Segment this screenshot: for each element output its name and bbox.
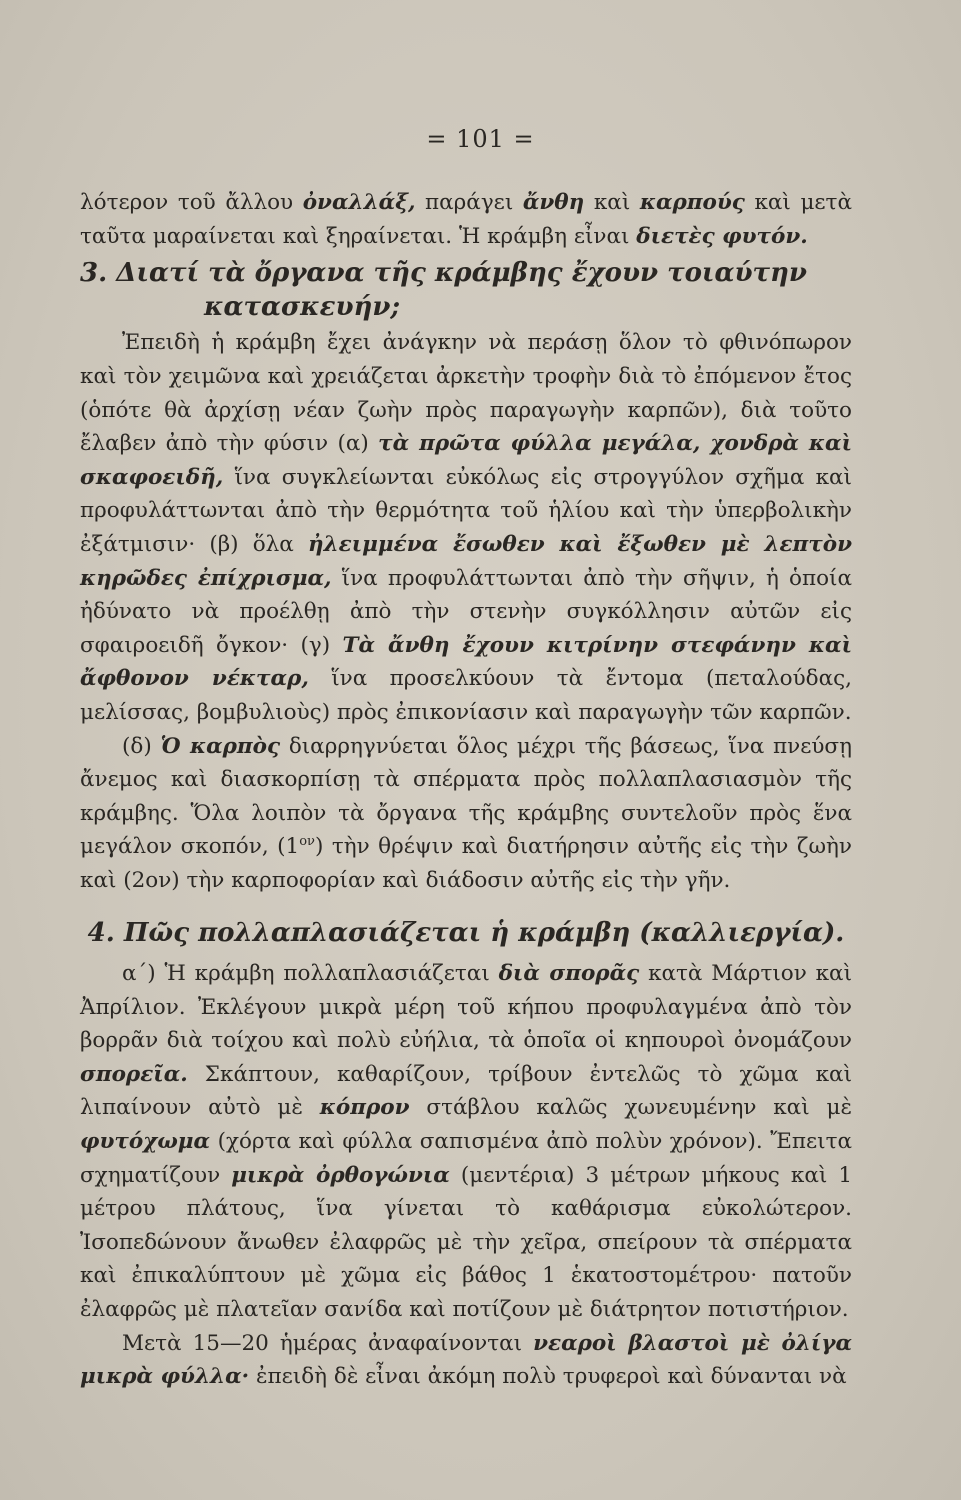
term-young-shoots: νεαροὶ βλαστοὶ μὲ ὀλίγα μικρὰ φύλλα· [80, 1330, 852, 1390]
term-seedbeds: σπορεῖα. [80, 1061, 188, 1087]
text-span: (δ) [122, 733, 161, 759]
term-manure: κόπρον [319, 1095, 410, 1121]
page-number: = 101 = [426, 125, 535, 153]
text-span: Ἐπειδὴ ἡ κράμβη ἔχει ἀνάγκην νὰ περάσῃ ὅλον τὸ φθινόπωρον καὶ τὸν χειμῶνα καὶ χρειάζεται ἀρκετὴν τροφὴν διὰ τὸ ἐπόμενον ἔτος (ὁπότε θὰ ἀρχίσῃ νέαν ζωὴν πρὸς παραγωγὴν καρπῶν), διὰ τοῦτο ἔλαβεν ἀπὸ τὴν φύσιν (α) [80, 330, 852, 457]
text-span: παράγει [415, 190, 523, 215]
term-flowers: ἄνθη [522, 190, 585, 215]
text-span: καὶ [584, 190, 640, 215]
text-span: κατὰ Μάρτιον καὶ Ἀπρίλιον. Ἐκλέγουν μικρὰ μέρη τοῦ κήπου προφυλαγμένα ἀπὸ τὸν βορρᾶν διὰ τοίχου καὶ πολὺ εὐήλια, τὰ ὁποῖα οἱ κηπουροὶ ὀνομάζουν [80, 961, 852, 1054]
term-first-leaves: τὰ πρῶτα φύλλα μεγάλα, χονδρὰ καὶ σκαφοειδῆ, [80, 431, 852, 490]
term-yellow-flowers: Τὰ ἄνθη ἔχουν κιτρίνην στεφάνην καὶ ἄφθονον νέκταρ, [80, 632, 852, 692]
section-heading-4: 4. Πῶς πολλαπλασιάζεται ἡ κράμβη (καλλιεργία). [87, 918, 845, 949]
text-span: ἵνα συγκλείωνται εὐκόλως εἰς στρογγύλον σχῆμα καὶ προφυλάττωνται ἀπὸ τὴν θερμότητα τοῦ ἡλίου καὶ τὴν ὑπερβολικὴν ἐξάτμισιν· (β) ὅλα [80, 464, 852, 557]
superscript: ον [299, 834, 315, 850]
text-span: καὶ μετὰ ταῦτα μαραίνεται καὶ ξηραίνεται. Ἡ κράμβη εἶναι [80, 190, 852, 249]
text-span: ἐπειδὴ δὲ εἶναι ἀκόμη πολὺ τρυφεροὶ καὶ δύνανται νὰ [249, 1364, 847, 1390]
text-span: Μετὰ 15—20 ἡμέρας ἀναφαίνονται [122, 1330, 534, 1356]
term-small-rectangles: μικρὰ ὀρθογώνια [231, 1162, 450, 1188]
text-span: (χόρτα καὶ φύλλα σαπισμένα ἀπὸ πολὺν χρόνον). Ἔπειτα σχηματίζουν [80, 1129, 852, 1188]
term-sowing: διὰ σπορᾶς [498, 961, 640, 987]
heading-3-line-2: κατασκευήν; [204, 291, 401, 322]
text-span: ἵνα προσελκύουν τὰ ἔντομα (πεταλούδας, μελίσσας, βομβυλιοὺς) πρὸς ἐπικονίασιν καὶ παραγωγὴν τῶν καρπῶν. [80, 666, 852, 725]
text-span: α΄) Ἡ κράμβη πολλαπλασιάζεται [122, 961, 499, 987]
paragraph-4 [80, 957, 852, 1327]
section-heading-3 [80, 257, 852, 324]
text-span: λότερον τοῦ ἄλλου [80, 190, 303, 215]
term-biennial-plant: διετὲς φυτόν. [636, 223, 808, 249]
text-span: στάβλου καλῶς χωνευμένην καὶ μὲ [409, 1095, 852, 1121]
heading-3-line-1: 3. Διατί τὰ ὄργανα τῆς κράμβης ἔχουν τοιαύτην [80, 258, 807, 289]
term-compost: φυτόχωμα [80, 1129, 211, 1155]
term-fruit: Ὁ καρπὸς [160, 733, 281, 759]
paragraph-3 [80, 730, 852, 898]
paragraph-2 [80, 326, 852, 729]
text-span: Σκάπτουν, καθαρίζουν, τρίβουν ἐντελῶς τὸ χῶμα καὶ λιπαίνουν αὐτὸ μὲ [80, 1061, 852, 1121]
text-span: (μεντέρια) 3 μέτρων μήκους καὶ 1 μέτρου πλάτους, ἵνα γίνεται τὸ καθάρισμα εὐκολώτερον. Ἰσοπεδώνουν ἄνωθεν ἐλαφρῶς μὲ τὴν χεῖρα, σπείρουν τὰ σπέρματα καὶ ἐπικαλύπτουν μὲ χῶμα εἰς βάθος 1 ἑκατοστομέτρου· πατοῦν ἐλαφρῶς μὲ πλατεῖαν σανίδα καὶ ποτίζουν μὲ διάτρητον ποτιστήριον. [80, 1162, 852, 1322]
text-span: ἵνα προφυλάττωνται ἀπὸ τὴν σῆψιν, ἡ ὁποία ἠδύνατο νὰ προέλθῃ ἀπὸ τὴν στενὴν συγκόλλησιν αὐτῶν εἰς σφαιροειδῆ ὄγκον· (γ) [80, 565, 852, 658]
term-waxy-coating: ἠλειμμένα ἔσωθεν καὶ ἔξωθεν μὲ λεπτὸν κηρῶδες ἐπίχρισμα, [80, 531, 852, 591]
term-ollax: ὀναλλάξ, [302, 190, 416, 215]
body-text [80, 186, 852, 1394]
paragraph-5 [80, 1327, 852, 1394]
text-span: ) τὴν θρέψιν καὶ διατήρησιν αὐτῆς εἰς τὴν ζωὴν καὶ (2ον) τὴν καρποφορίαν καὶ διάδοσιν αὐτῆς εἰς τὴν γῆν. [80, 834, 852, 893]
paragraph-1 [80, 186, 852, 253]
term-fruits: καρπούς [639, 190, 745, 215]
text-span: διαρρηγνύεται ὅλος μέχρι τῆς βάσεως, ἵνα πνεύσῃ ἄνεμος καὶ διασκορπίσῃ τὰ σπέρματα πρὸς πολλαπλασιασμὸν τῆς κράμβης. Ὅλα λοιπὸν τὰ ὄργανα τῆς κράμβης συντελοῦν πρὸς ἕνα μεγάλον σκοπόν, (1 [80, 733, 852, 860]
